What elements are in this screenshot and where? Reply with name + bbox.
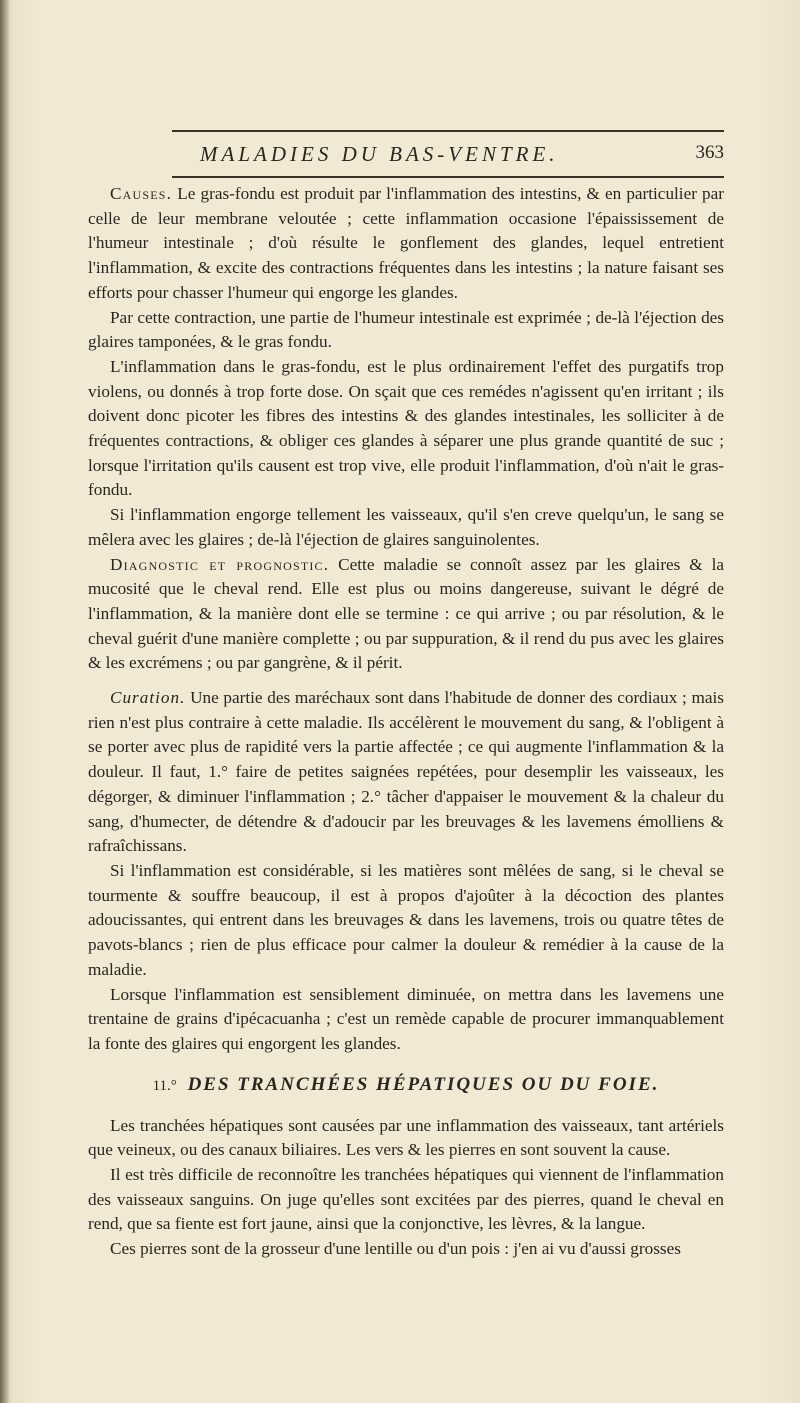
paragraph: L'inflammation dans le gras-fondu, est le plus ordinairement l'effet des purgatifs trop violens, ou donnés à trop forte dose. On sçait que ces remédes n'agissent qu'en irritant ; ils doivent donc picoter les fibres des intestins & des glandes intestinales, les solliciter à de fréquentes contractions, & obliger ces glandes à séparer une plus grande quantité de suc ; lorsque l'irritation qu'ils causent est trop vive, elle produit l'inflammation, d'où n'ait le gras-fondu.	[88, 356, 724, 500]
page-binding-edge	[0, 0, 10, 1403]
section-heading	[88, 1071, 724, 1100]
paragraph: Il est très difficile de reconnoître les tranchées hépatiques qui viennent de l'inflammation des vaisseaux sanguins. On juge qu'elles sont excitées par des pierres, quand le cheval en rend, que sa fiente est fort jaune, ainsi que la conjonctive, les lèvres, & la langue.	[88, 1165, 724, 1234]
body-text	[88, 182, 724, 1262]
paragraph-curation: Curation. Une partie des maréchaux sont dans l'habitude de donner des cordiaux ; mais rien n'est plus contraire à cette maladie. Ils accélèrent le mouvement du sang, & l'obligent à se porter avec plus de rapidité vers la partie affectée ; ce qui augmente l'inflammation & la douleur. Il faut, 1.° faire de petites saignées repétées, pour desemplir les vaisseaux, les dégorger, & diminuer l'inflammation ; 2.° tâcher d'appaiser le mouvement & la chaleur du sang, d'humecter, de détendre & d'adoucir par les breuvages & les lavemens émolliens & rafraîchissans.	[88, 688, 724, 856]
section-number: 11.°	[152, 1077, 177, 1094]
header-rule-top	[172, 130, 724, 132]
section-label-causes: Causes.	[110, 184, 173, 203]
paragraph-diagnostic: Diagnostic et prognostic. Cette maladie se connoît assez par les glaires & la mucosité que le cheval rend. Elle est plus ou moins dangereuse, suivant le dégré de l'inflammation, & la manière dont elle se termine : ce qui arrive ; ou par résolution, & le cheval guérit d'une manière complette ; ou par suppuration, & il rend du pus avec les glaires & les excrémens ; ou par gangrène, & il périt.	[88, 554, 724, 673]
paragraph: Par cette contraction, une partie de l'humeur intestinale est exprimée ; de-là l'éjection des glaires tamponées, & le gras fondu.	[88, 307, 724, 352]
paragraph: Si l'inflammation engorge tellement les vaisseaux, qu'il s'en creve quelqu'un, le sang se mêlera avec les glaires ; de-là l'éjection de glaires sanguinolentes.	[88, 505, 724, 549]
section-title: DES TRANCHÉES HÉPATIQUES OU DU FOIE.	[187, 1073, 660, 1095]
section-label-diagnostic: Diagnostic et prognostic.	[110, 554, 330, 574]
paragraph-causes: Causes. Le gras-fondu est produit par l'inflammation des intestins, & en particulier par celle de leur membrane veloutée ; cette inflammation occasione l'épaississement de l'humeur intestinale ; d'où résulte le gonflement des glandes, lequel entretient l'inflammation, & excite des contractions fréquentes dans les intestins ; la nature faisant ses efforts pour chasser l'humeur qui engorge les glandes.	[88, 184, 724, 302]
paragraph: Si l'inflammation est considérable, si les matières sont mêlées de sang, si le cheval se tourmente & souffre beaucoup, il est à propos d'ajoûter à la décoction des plantes adoucissantes, qui entrent dans les breuvages & dans les lavemens, trois ou quatre têtes de pavots-blancs ; rien de plus efficace pour calmer la douleur & remédier à la cause de la maladie.	[88, 860, 724, 979]
paragraph: Lorsque l'inflammation est sensiblement diminuée, on mettra dans les lavemens une trentaine de grains d'ipécacuanha ; c'est un remède capable de procurer immanquablement la fonte des glaires qui engorgent les glandes.	[88, 984, 724, 1053]
header-rule-bottom	[172, 176, 724, 178]
section-label-curation: Curation.	[110, 688, 186, 708]
paragraph: Les tranchées hépatiques sont causées par une inflammation des vaisseaux, tant artériels que veineux, ou des canaux biliaires. Les vers & les pierres en sont souvent la cause.	[88, 1115, 724, 1160]
paragraph: Ces pierres sont de la grosseur d'une lentille ou d'un pois : j'en ai vu d'aussi grosses	[110, 1239, 681, 1259]
page-number: 363	[695, 142, 724, 163]
running-title: MALADIES DU BAS-VENTRE.	[200, 142, 559, 166]
running-head	[172, 140, 724, 172]
